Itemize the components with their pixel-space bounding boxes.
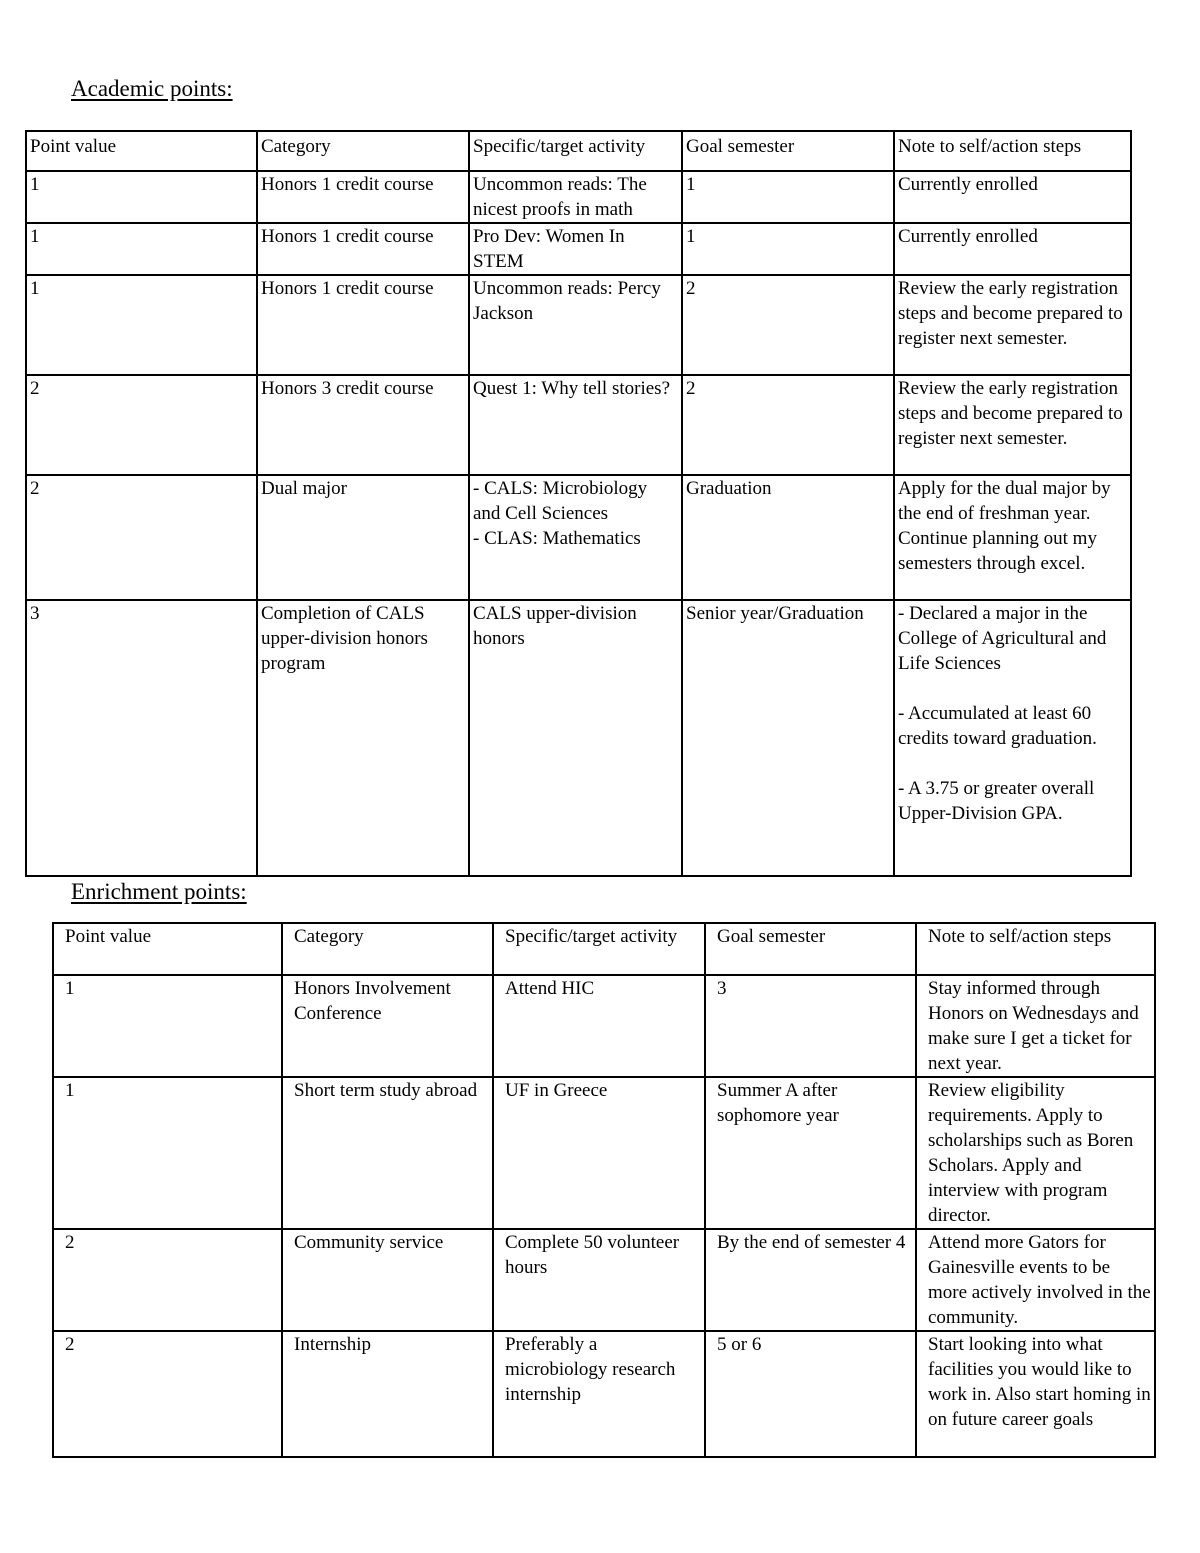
activity-cell: UF in Greece — [493, 1077, 705, 1229]
notes-cell: - Declared a major in the College of Agricultural and Life Sciences - Accumulated at least 60 credits toward graduation. - A 3.75 or greater overall Upper-Division GPA. — [894, 600, 1131, 876]
table-row — [53, 1229, 1155, 1331]
activity-cell: Uncommon reads: Percy Jackson — [469, 275, 682, 375]
point-value-cell: 1 — [53, 975, 282, 1077]
category-cell: Short term study abroad — [282, 1077, 493, 1229]
goal-semester-cell: 5 or 6 — [705, 1331, 916, 1457]
table-row — [26, 600, 1131, 876]
point-value-cell: 2 — [26, 375, 257, 475]
category-cell: Dual major — [257, 475, 469, 600]
goal-semester-cell: Graduation — [682, 475, 894, 600]
notes-cell: Review eligibility requirements. Apply to scholarships such as Boren Scholars. Apply and interview with program director. — [916, 1077, 1155, 1229]
activity-cell: Pro Dev: Women In STEM — [469, 223, 682, 275]
point-value-cell: 1 — [26, 171, 257, 223]
category-cell: Honors 1 credit course — [257, 275, 469, 375]
table-row — [26, 375, 1131, 475]
notes-cell: Review the early registration steps and become prepared to register next semester. — [894, 275, 1131, 375]
table-row — [26, 171, 1131, 223]
table-row — [26, 223, 1131, 275]
goal-semester-cell: 1 — [682, 223, 894, 275]
point-value-cell: 1 — [26, 275, 257, 375]
notes-cell: Apply for the dual major by the end of freshman year. Continue planning out my semesters through excel. — [894, 475, 1131, 600]
point-value-cell: 1 — [53, 1077, 282, 1229]
category-cell: Honors Involvement Conference — [282, 975, 493, 1077]
notes-cell: Currently enrolled — [894, 223, 1131, 275]
enrichment-points-heading: Enrichment points: — [71, 879, 247, 904]
table-header-row — [53, 923, 1155, 975]
point-value-cell: 2 — [53, 1229, 282, 1331]
column-header-point-value: Point value — [53, 923, 282, 975]
table-row — [26, 475, 1131, 600]
goal-semester-cell: 2 — [682, 375, 894, 475]
notes-cell: Attend more Gators for Gainesville events to be more actively involved in the community. — [916, 1229, 1155, 1331]
column-header-point-value: Point value — [26, 131, 257, 171]
goal-semester-cell: 2 — [682, 275, 894, 375]
academic-points-heading: Academic points: — [71, 76, 233, 101]
category-cell: Honors 1 credit course — [257, 171, 469, 223]
column-header-goal-semester: Goal semester — [705, 923, 916, 975]
point-value-cell: 2 — [26, 475, 257, 600]
table-row — [53, 1077, 1155, 1229]
category-cell: Internship — [282, 1331, 493, 1457]
column-header-goal-semester: Goal semester — [682, 131, 894, 171]
column-header-category: Category — [257, 131, 469, 171]
notes-cell: Review the early registration steps and become prepared to register next semester. — [894, 375, 1131, 475]
table-row — [53, 975, 1155, 1077]
category-cell: Completion of CALS upper-division honors program — [257, 600, 469, 876]
category-cell: Honors 3 credit course — [257, 375, 469, 475]
activity-cell: Complete 50 volunteer hours — [493, 1229, 705, 1331]
column-header-notes: Note to self/action steps — [916, 923, 1155, 975]
point-value-cell: 3 — [26, 600, 257, 876]
table-row — [53, 1331, 1155, 1457]
notes-cell: Currently enrolled — [894, 171, 1131, 223]
activity-cell: Attend HIC — [493, 975, 705, 1077]
activity-cell: - CALS: Microbiology and Cell Sciences - CLAS: Mathematics — [469, 475, 682, 600]
activity-cell: Uncommon reads: The nicest proofs in math — [469, 171, 682, 223]
goal-semester-cell: 1 — [682, 171, 894, 223]
category-cell: Honors 1 credit course — [257, 223, 469, 275]
goal-semester-cell: Senior year/Graduation — [682, 600, 894, 876]
goal-semester-cell: Summer A after sophomore year — [705, 1077, 916, 1229]
activity-cell: Preferably a microbiology research internship — [493, 1331, 705, 1457]
column-header-activity: Specific/target activity — [469, 131, 682, 171]
column-header-activity: Specific/target activity — [493, 923, 705, 975]
column-header-notes: Note to self/action steps — [894, 131, 1131, 171]
activity-cell: CALS upper-division honors — [469, 600, 682, 876]
goal-semester-cell: By the end of semester 4 — [705, 1229, 916, 1331]
table-header-row — [26, 131, 1131, 171]
point-value-cell: 1 — [26, 223, 257, 275]
notes-cell: Stay informed through Honors on Wednesdays and make sure I get a ticket for next year. — [916, 975, 1155, 1077]
goal-semester-cell: 3 — [705, 975, 916, 1077]
notes-cell: Start looking into what facilities you would like to work in. Also start homing in on future career goals — [916, 1331, 1155, 1457]
activity-cell: Quest 1: Why tell stories? — [469, 375, 682, 475]
table-row — [26, 275, 1131, 375]
column-header-category: Category — [282, 923, 493, 975]
enrichment-points-table — [52, 922, 1156, 1458]
category-cell: Community service — [282, 1229, 493, 1331]
academic-points-table — [25, 130, 1132, 877]
point-value-cell: 2 — [53, 1331, 282, 1457]
